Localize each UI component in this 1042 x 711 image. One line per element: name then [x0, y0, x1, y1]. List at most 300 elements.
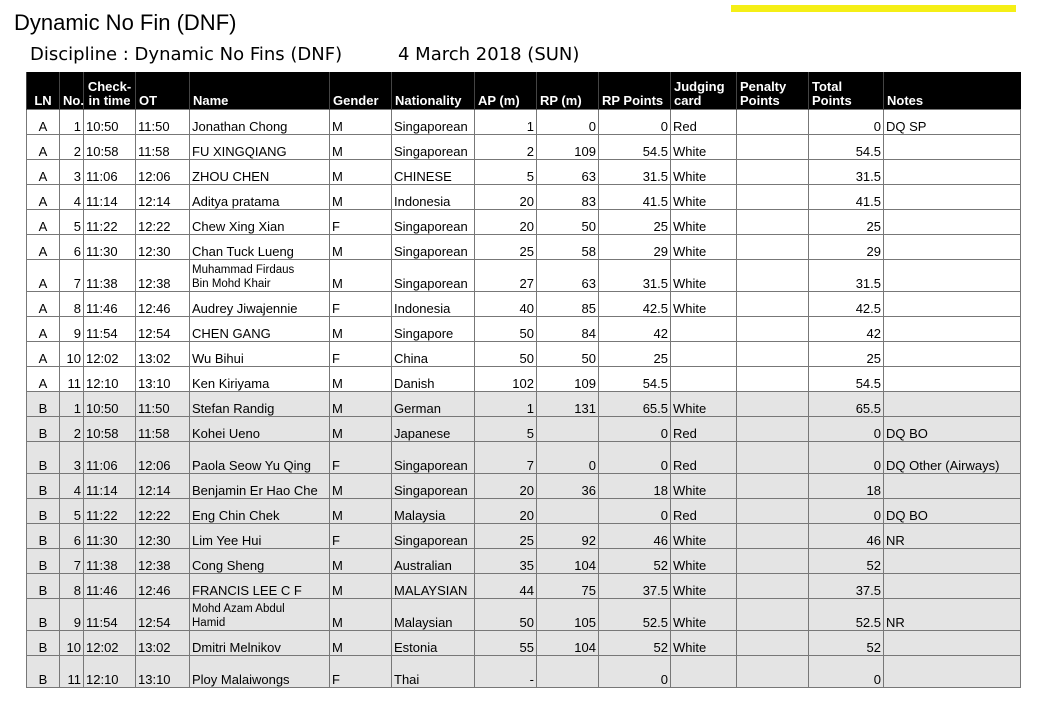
cell-ap: 2: [475, 135, 537, 160]
cell-rp: 85: [537, 292, 599, 317]
cell-rp: 36: [537, 474, 599, 499]
cell-notes: [884, 292, 1021, 317]
cell-ot: 12:14: [136, 474, 190, 499]
table-row: [27, 110, 1021, 135]
cell-name: Jonathan Chong: [190, 110, 330, 135]
cell-gender: M: [330, 574, 392, 599]
cell-ot: 12:14: [136, 185, 190, 210]
table-row: [27, 210, 1021, 235]
cell-penalty: [737, 367, 809, 392]
cell-judging: [671, 317, 737, 342]
cell-notes: [884, 631, 1021, 656]
cell-nationality: Singaporean: [392, 524, 475, 549]
cell-notes: [884, 574, 1021, 599]
cell-nationality: Indonesia: [392, 292, 475, 317]
cell-no: 3: [60, 160, 84, 185]
cell-total: 0: [809, 442, 884, 474]
cell-ln: A: [27, 292, 60, 317]
cell-name: Stefan Randig: [190, 392, 330, 417]
table-row: [27, 135, 1021, 160]
cell-penalty: [737, 110, 809, 135]
cell-no: 4: [60, 474, 84, 499]
cell-rp-points: 0: [599, 110, 671, 135]
cell-judging: White: [671, 549, 737, 574]
cell-penalty: [737, 210, 809, 235]
cell-ln: B: [27, 442, 60, 474]
header-row: [27, 72, 1021, 110]
cell-rp-points: 65.5: [599, 392, 671, 417]
cell-total: 52: [809, 549, 884, 574]
cell-ap: 1: [475, 392, 537, 417]
cell-rp-points: 42: [599, 317, 671, 342]
cell-name: Cong Sheng: [190, 549, 330, 574]
table-row: [27, 549, 1021, 574]
cell-ot: 12:22: [136, 210, 190, 235]
cell-no: 1: [60, 392, 84, 417]
cell-name-line1: Mohd Azam Abdul: [192, 603, 285, 615]
cell-gender: M: [330, 367, 392, 392]
cell-name-line1: Muhammad Firdaus: [192, 264, 295, 276]
cell-ln: B: [27, 499, 60, 524]
cell-name: Aditya pratama: [190, 185, 330, 210]
cell-judging: White: [671, 135, 737, 160]
cell-gender: M: [330, 392, 392, 417]
cell-checkin: 11:38: [84, 260, 136, 292]
cell-penalty: [737, 499, 809, 524]
cell-ot: 13:10: [136, 367, 190, 392]
cell-total: 42: [809, 317, 884, 342]
table-row: [27, 235, 1021, 260]
cell-penalty: [737, 235, 809, 260]
cell-checkin: 11:30: [84, 235, 136, 260]
cell-nationality: Singaporean: [392, 260, 475, 292]
cell-nationality: Singaporean: [392, 474, 475, 499]
cell-ap: 20: [475, 499, 537, 524]
cell-total: 18: [809, 474, 884, 499]
cell-no: 10: [60, 631, 84, 656]
cell-no: 4: [60, 185, 84, 210]
cell-gender: M: [330, 631, 392, 656]
cell-rp-points: 0: [599, 417, 671, 442]
cell-total: 31.5: [809, 160, 884, 185]
cell-checkin: 10:58: [84, 417, 136, 442]
cell-gender: F: [330, 342, 392, 367]
table-row: [27, 292, 1021, 317]
cell-ap: 50: [475, 317, 537, 342]
cell-gender: M: [330, 474, 392, 499]
cell-notes: [884, 549, 1021, 574]
cell-total: 31.5: [809, 260, 884, 292]
cell-penalty: [737, 392, 809, 417]
cell-ap: 40: [475, 292, 537, 317]
cell-judging: White: [671, 160, 737, 185]
cell-gender: M: [330, 135, 392, 160]
cell-judging: White: [671, 474, 737, 499]
cell-notes: [884, 185, 1021, 210]
cell-nationality: Singaporean: [392, 135, 475, 160]
cell-judging: Red: [671, 499, 737, 524]
cell-ap: 7: [475, 442, 537, 474]
cell-rp-points: 25: [599, 210, 671, 235]
cell-total: 42.5: [809, 292, 884, 317]
cell-gender: M: [330, 317, 392, 342]
cell-rp: 0: [537, 110, 599, 135]
cell-gender: M: [330, 417, 392, 442]
cell-rp-points: 31.5: [599, 160, 671, 185]
cell-no: 8: [60, 292, 84, 317]
cell-checkin: 11:30: [84, 524, 136, 549]
cell-nationality: Singaporean: [392, 442, 475, 474]
header-notes: Notes: [884, 72, 1021, 110]
cell-rp: 109: [537, 367, 599, 392]
cell-rp-points: 52: [599, 549, 671, 574]
cell-checkin: 12:10: [84, 367, 136, 392]
cell-gender: M: [330, 235, 392, 260]
cell-ap: 1: [475, 110, 537, 135]
cell-rp: [537, 656, 599, 688]
cell-notes: NR: [884, 599, 1021, 631]
cell-rp: 105: [537, 599, 599, 631]
cell-ap: 44: [475, 574, 537, 599]
cell-ot: 12:06: [136, 160, 190, 185]
cell-judging: White: [671, 210, 737, 235]
accent-bar: [731, 5, 1016, 12]
cell-ot: 12:38: [136, 549, 190, 574]
cell-ot: 12:38: [136, 260, 190, 292]
cell-ln: B: [27, 524, 60, 549]
cell-gender: M: [330, 185, 392, 210]
cell-rp-points: 42.5: [599, 292, 671, 317]
cell-notes: [884, 317, 1021, 342]
cell-total: 0: [809, 656, 884, 688]
header-nationality: Nationality: [392, 72, 475, 110]
cell-name: [190, 260, 330, 292]
cell-no: 11: [60, 656, 84, 688]
cell-judging: White: [671, 260, 737, 292]
table-row: [27, 631, 1021, 656]
cell-rp: 58: [537, 235, 599, 260]
cell-ap: 25: [475, 235, 537, 260]
cell-name: Lim Yee Hui: [190, 524, 330, 549]
cell-no: 7: [60, 260, 84, 292]
cell-total: 54.5: [809, 135, 884, 160]
cell-rp: 50: [537, 210, 599, 235]
cell-penalty: [737, 160, 809, 185]
table-row: [27, 367, 1021, 392]
cell-name-line2: Bin Mohd Khair: [192, 278, 271, 290]
cell-notes: DQ BO: [884, 499, 1021, 524]
cell-ot: 13:02: [136, 631, 190, 656]
cell-ap: 50: [475, 342, 537, 367]
cell-total: 25: [809, 342, 884, 367]
cell-gender: F: [330, 656, 392, 688]
table-row: [27, 342, 1021, 367]
cell-notes: [884, 367, 1021, 392]
cell-gender: F: [330, 442, 392, 474]
cell-ln: A: [27, 317, 60, 342]
cell-checkin: 11:54: [84, 599, 136, 631]
cell-gender: M: [330, 110, 392, 135]
header-checkin: Check- in time: [84, 72, 136, 110]
cell-no: 8: [60, 574, 84, 599]
cell-ln: A: [27, 210, 60, 235]
cell-total: 25: [809, 210, 884, 235]
cell-ap: 20: [475, 185, 537, 210]
cell-total: 65.5: [809, 392, 884, 417]
cell-ot: 11:58: [136, 135, 190, 160]
cell-name: [190, 599, 330, 631]
cell-ap: -: [475, 656, 537, 688]
cell-ap: 35: [475, 549, 537, 574]
cell-ln: A: [27, 342, 60, 367]
cell-nationality: Australian: [392, 549, 475, 574]
header-ot: OT: [136, 72, 190, 110]
cell-name: Chan Tuck Lueng: [190, 235, 330, 260]
cell-total: 0: [809, 499, 884, 524]
cell-rp: 131: [537, 392, 599, 417]
cell-ot: 12:46: [136, 292, 190, 317]
cell-penalty: [737, 599, 809, 631]
cell-rp-points: 0: [599, 656, 671, 688]
cell-checkin: 11:22: [84, 210, 136, 235]
cell-rp: 50: [537, 342, 599, 367]
cell-notes: DQ BO: [884, 417, 1021, 442]
cell-ln: B: [27, 474, 60, 499]
cell-nationality: Japanese: [392, 417, 475, 442]
cell-nationality: Singapore: [392, 317, 475, 342]
cell-ln: B: [27, 631, 60, 656]
cell-total: 41.5: [809, 185, 884, 210]
cell-ap: 25: [475, 524, 537, 549]
cell-name: FRANCIS LEE C F: [190, 574, 330, 599]
cell-rp-points: 18: [599, 474, 671, 499]
cell-total: 0: [809, 417, 884, 442]
cell-name: Eng Chin Chek: [190, 499, 330, 524]
cell-ln: B: [27, 392, 60, 417]
cell-penalty: [737, 442, 809, 474]
cell-nationality: Estonia: [392, 631, 475, 656]
cell-ap: 20: [475, 210, 537, 235]
cell-notes: [884, 392, 1021, 417]
cell-ln: A: [27, 235, 60, 260]
header-name: Name: [190, 72, 330, 110]
cell-no: 5: [60, 499, 84, 524]
cell-rp: [537, 417, 599, 442]
cell-judging: [671, 656, 737, 688]
cell-gender: M: [330, 499, 392, 524]
cell-notes: [884, 135, 1021, 160]
cell-rp-points: 52: [599, 631, 671, 656]
cell-rp: 104: [537, 549, 599, 574]
cell-penalty: [737, 524, 809, 549]
table-row: [27, 499, 1021, 524]
cell-name-line2: Hamid: [192, 617, 226, 629]
cell-total: 52.5: [809, 599, 884, 631]
cell-ot: 13:02: [136, 342, 190, 367]
cell-rp-points: 41.5: [599, 185, 671, 210]
cell-notes: [884, 260, 1021, 292]
table-row: [27, 599, 1021, 631]
cell-ln: A: [27, 260, 60, 292]
cell-checkin: 11:46: [84, 574, 136, 599]
cell-judging: White: [671, 631, 737, 656]
cell-name: Dmitri Melnikov: [190, 631, 330, 656]
cell-rp-points: 0: [599, 499, 671, 524]
table-row: [27, 574, 1021, 599]
table-row: [27, 160, 1021, 185]
cell-penalty: [737, 342, 809, 367]
cell-no: 5: [60, 210, 84, 235]
cell-name: Chew Xing Xian: [190, 210, 330, 235]
header-ap: AP (m): [475, 72, 537, 110]
cell-no: 3: [60, 442, 84, 474]
cell-rp: 109: [537, 135, 599, 160]
cell-nationality: MALAYSIAN: [392, 574, 475, 599]
cell-rp: 63: [537, 160, 599, 185]
cell-checkin: 12:10: [84, 656, 136, 688]
table-row: [27, 656, 1021, 688]
cell-ln: B: [27, 417, 60, 442]
cell-judging: White: [671, 574, 737, 599]
cell-gender: F: [330, 524, 392, 549]
cell-judging: Red: [671, 442, 737, 474]
cell-nationality: Indonesia: [392, 185, 475, 210]
cell-name: Audrey Jiwajennie: [190, 292, 330, 317]
cell-judging: Red: [671, 110, 737, 135]
cell-gender: M: [330, 260, 392, 292]
cell-ot: 12:54: [136, 317, 190, 342]
cell-gender: F: [330, 210, 392, 235]
cell-total: 29: [809, 235, 884, 260]
cell-penalty: [737, 417, 809, 442]
cell-notes: [884, 210, 1021, 235]
cell-no: 11: [60, 367, 84, 392]
cell-nationality: Thai: [392, 656, 475, 688]
cell-gender: F: [330, 292, 392, 317]
cell-penalty: [737, 574, 809, 599]
cell-checkin: 12:02: [84, 342, 136, 367]
table-row: [27, 260, 1021, 292]
header-rp: RP (m): [537, 72, 599, 110]
header-gender: Gender: [330, 72, 392, 110]
cell-nationality: Singaporean: [392, 235, 475, 260]
table-row: [27, 474, 1021, 499]
cell-ln: B: [27, 549, 60, 574]
cell-notes: [884, 342, 1021, 367]
cell-nationality: German: [392, 392, 475, 417]
cell-total: 37.5: [809, 574, 884, 599]
cell-judging: White: [671, 292, 737, 317]
cell-rp-points: 0: [599, 442, 671, 474]
header-rp-points: RP Points: [599, 72, 671, 110]
cell-ot: 12:06: [136, 442, 190, 474]
cell-rp: [537, 499, 599, 524]
cell-rp-points: 54.5: [599, 135, 671, 160]
cell-checkin: 11:54: [84, 317, 136, 342]
cell-notes: [884, 474, 1021, 499]
cell-rp: 92: [537, 524, 599, 549]
cell-no: 2: [60, 417, 84, 442]
cell-judging: [671, 367, 737, 392]
cell-judging: White: [671, 599, 737, 631]
cell-checkin: 11:14: [84, 185, 136, 210]
cell-no: 6: [60, 524, 84, 549]
cell-penalty: [737, 292, 809, 317]
cell-ot: 11:50: [136, 392, 190, 417]
cell-ap: 5: [475, 417, 537, 442]
header-judging: Judging card: [671, 72, 737, 110]
cell-judging: White: [671, 524, 737, 549]
cell-nationality: Malaysia: [392, 499, 475, 524]
cell-name: FU XINGQIANG: [190, 135, 330, 160]
cell-rp: 0: [537, 442, 599, 474]
cell-no: 10: [60, 342, 84, 367]
cell-rp-points: 31.5: [599, 260, 671, 292]
cell-checkin: 11:38: [84, 549, 136, 574]
cell-ap: 55: [475, 631, 537, 656]
header-total: Total Points: [809, 72, 884, 110]
cell-checkin: 10:50: [84, 110, 136, 135]
cell-no: 7: [60, 549, 84, 574]
cell-penalty: [737, 656, 809, 688]
cell-checkin: 11:46: [84, 292, 136, 317]
page-title: Dynamic No Fin (DNF): [14, 10, 237, 35]
cell-gender: M: [330, 160, 392, 185]
cell-notes: [884, 160, 1021, 185]
cell-checkin: 10:58: [84, 135, 136, 160]
cell-rp-points: 46: [599, 524, 671, 549]
cell-ot: 11:58: [136, 417, 190, 442]
cell-nationality: CHINESE: [392, 160, 475, 185]
cell-ln: A: [27, 135, 60, 160]
cell-checkin: 11:14: [84, 474, 136, 499]
cell-name: CHEN GANG: [190, 317, 330, 342]
header-penalty: Penalty Points: [737, 72, 809, 110]
cell-ln: A: [27, 160, 60, 185]
cell-judging: White: [671, 185, 737, 210]
cell-checkin: 11:22: [84, 499, 136, 524]
cell-penalty: [737, 549, 809, 574]
cell-rp-points: 54.5: [599, 367, 671, 392]
table-row: [27, 185, 1021, 210]
cell-gender: M: [330, 549, 392, 574]
event-date: 4 March 2018 (SUN): [398, 44, 580, 65]
cell-ln: A: [27, 367, 60, 392]
cell-judging: White: [671, 392, 737, 417]
discipline-label: Discipline : Dynamic No Fins (DNF): [30, 44, 343, 65]
cell-checkin: 11:06: [84, 442, 136, 474]
results-body: [27, 110, 1021, 688]
cell-rp: 75: [537, 574, 599, 599]
cell-name: Ken Kiriyama: [190, 367, 330, 392]
cell-no: 1: [60, 110, 84, 135]
cell-ot: 12:46: [136, 574, 190, 599]
header-ln: LN: [27, 72, 60, 110]
table-row: [27, 392, 1021, 417]
cell-ap: 50: [475, 599, 537, 631]
cell-notes: [884, 235, 1021, 260]
cell-rp-points: 25: [599, 342, 671, 367]
cell-nationality: China: [392, 342, 475, 367]
cell-checkin: 12:02: [84, 631, 136, 656]
cell-total: 46: [809, 524, 884, 549]
cell-no: 9: [60, 317, 84, 342]
cell-ap: 27: [475, 260, 537, 292]
cell-rp: 63: [537, 260, 599, 292]
table-row: [27, 524, 1021, 549]
cell-penalty: [737, 317, 809, 342]
cell-notes: NR: [884, 524, 1021, 549]
